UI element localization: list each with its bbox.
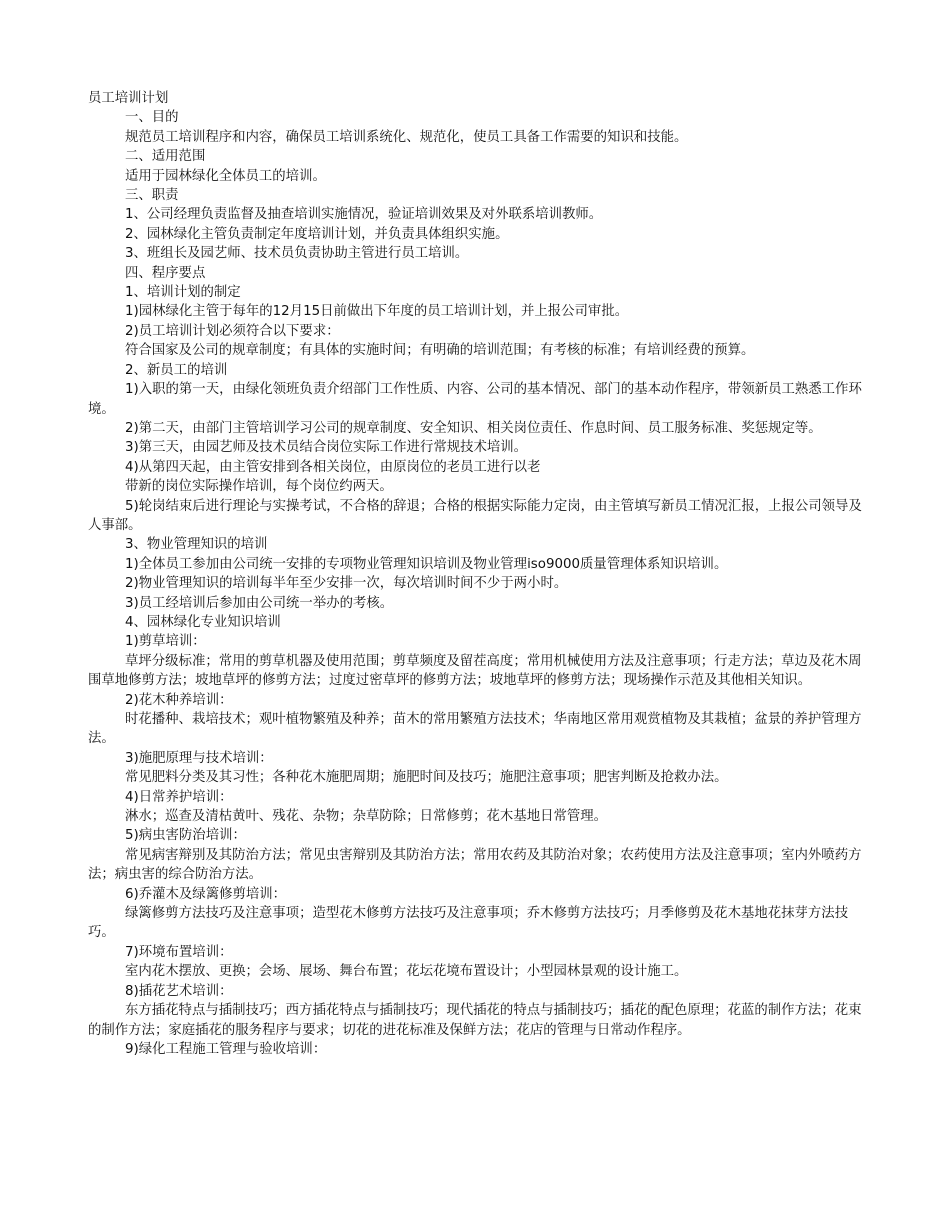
document-paragraph: 1)园林绿化主管于每年的12月15日前做出下年度的员工培训计划，并上报公司审批。 [125, 304, 629, 320]
document-paragraph: 三、职责 [125, 188, 179, 204]
document-paragraph: 2)花木种养培训： [125, 692, 233, 708]
document-paragraph: 4、园林绿化专业知识培训 [125, 614, 281, 630]
document-paragraph: 常见病害辩别及其防治方法；常见虫害辩别及其防治方法；常用农药及其防治对象；农药使用方法及注意事项；室内外喷药方法；病虫害的综合防治方法。 [88, 847, 862, 883]
document-paragraph: 1、培训计划的制定 [125, 285, 241, 301]
document-paragraph: 3、班组长及园艺师、技术员负责协助主管进行员工培训。 [125, 246, 469, 262]
document-paragraph: 符合国家及公司的规章制度；有具体的实施时间；有明确的培训范围；有考核的标准；有培训经费的预算。 [125, 343, 755, 359]
document-paragraph: 适用于园林绿化全体员工的培训。 [125, 168, 326, 184]
document-paragraph: 2)第二天，由部门主管培训学习公司的规章制度、安全知识、相关岗位责任、作息时间、员工服务标准、奖惩规定等。 [125, 420, 822, 436]
document-paragraph: 东方插花特点与插制技巧；西方插花特点与插制技巧；现代插花的特点与插制技巧；插花的配色原理；花蓝的制作方法；花束的制作方法；家庭插花的服务程序与要求；切花的进花标准及保鲜方法；花店的管理与日常动作程序。 [88, 1003, 862, 1038]
document-paragraph: 3)施肥原理与技术培训： [125, 750, 273, 766]
document-paragraph: 二、适用范围 [125, 149, 206, 165]
document-paragraph: 3)第三天，由园艺师及技术员结合岗位实际工作进行常规技术培训。 [125, 440, 528, 456]
document-paragraph: 4)日常养护培训： [125, 789, 233, 805]
document-paragraph: 2)物业管理知识的培训每半年至少安排一次，每次培训时间不少于两小时。 [125, 576, 568, 592]
document-paragraph: 2、园林绿化主管负责制定年度培训计划，并负责具体组织实施。 [125, 226, 509, 242]
document-paragraph: 1)剪草培训： [125, 634, 206, 650]
document-paragraph: 9)绿化工程施工管理与验收培训： [125, 1041, 327, 1057]
document-paragraph: 常见肥料分类及其习性；各种花木施肥周期；施肥时间及技巧；施肥注意事项；肥害判断及抢救办法。 [125, 770, 728, 786]
document-paragraph: 4)从第四天起，由主管安排到各相关岗位，由原岗位的老员工进行以老 [125, 459, 541, 475]
document-paragraph: 1)全体员工参加由公司统一安排的专项物业管理知识培训及物业管理iso9000质量管理体系知识培训。 [125, 556, 728, 572]
document-paragraph: 时花播种、栽培技术；观叶植物繁殖及种养；苗木的常用繁殖方法技术；华南地区常用观赏植物及其栽植；盆景的养护管理方法。 [88, 712, 862, 747]
document-paragraph: 6)乔灌木及绿篱修剪培训： [125, 886, 287, 902]
document-paragraph: 室内花木摆放、更换；会场、展场、舞台布置；花坛花境布置设计；小型园林景观的设计施工。 [125, 964, 688, 980]
document-paragraph: 一、目的 [125, 110, 179, 126]
document-paragraph: 带新的岗位实际操作培训，每个岗位约两天。 [125, 479, 393, 495]
document-body [88, 108, 862, 1059]
document-paragraph: 淋水；巡查及清枯黄叶、残花、杂物；杂草防除；日常修剪；花木基地日常管理。 [125, 809, 608, 825]
document-paragraph: 1)入职的第一天，由绿化领班负责介绍部门工作性质、内容、公司的基本情况、部门的基本动作程序，带领新员工熟悉工作环境。 [88, 382, 862, 417]
document-paragraph: 3)员工经培训后参加由公司统一举办的考核。 [125, 595, 394, 611]
document-paragraph: 绿篱修剪方法技巧及注意事项；造型花木修剪方法技巧及注意事项；乔木修剪方法技巧；月季修剪及花木基地花抹芽方法技巧。 [88, 906, 849, 941]
document-paragraph: 7)环境布置培训： [125, 944, 233, 960]
document-paragraph: 规范员工培训程序和内容，确保员工培训系统化、规范化，使员工具备工作需要的知识和技能。 [125, 129, 688, 145]
document-paragraph: 5)轮岗结束后进行理论与实操考试，不合格的辞退；合格的根据实际能力定岗，由主管填写新员工情况汇报，上报公司领导及人事部。 [88, 498, 862, 533]
document-paragraph: 5)病虫害防治培训： [125, 828, 246, 844]
document-paragraph: 2、新员工的培训 [125, 362, 228, 378]
document-title: 员工培训计划 [88, 91, 169, 106]
document-paragraph: 8)插花艺术培训： [125, 983, 233, 999]
document-paragraph: 1、公司经理负责监督及抽查培训实施情况，验证培训效果及对外联系培训教师。 [125, 207, 603, 223]
document-paragraph: 2)员工培训计划必须符合以下要求： [125, 323, 340, 339]
document-paragraph: 草坪分级标准；常用的剪草机器及使用范围；剪草频度及留茬高度；常用机械使用方法及注意事项；行走方法；草边及花木周围草地修剪方法；坡地草坪的修剪方法；过度过密草坪的修剪方法；坡地草坪的修剪方法；现场操作示范及其他相关知识。 [88, 653, 862, 689]
document-paragraph: 四、程序要点 [125, 265, 206, 281]
document-paragraph: 3、物业管理知识的培训 [125, 537, 268, 553]
